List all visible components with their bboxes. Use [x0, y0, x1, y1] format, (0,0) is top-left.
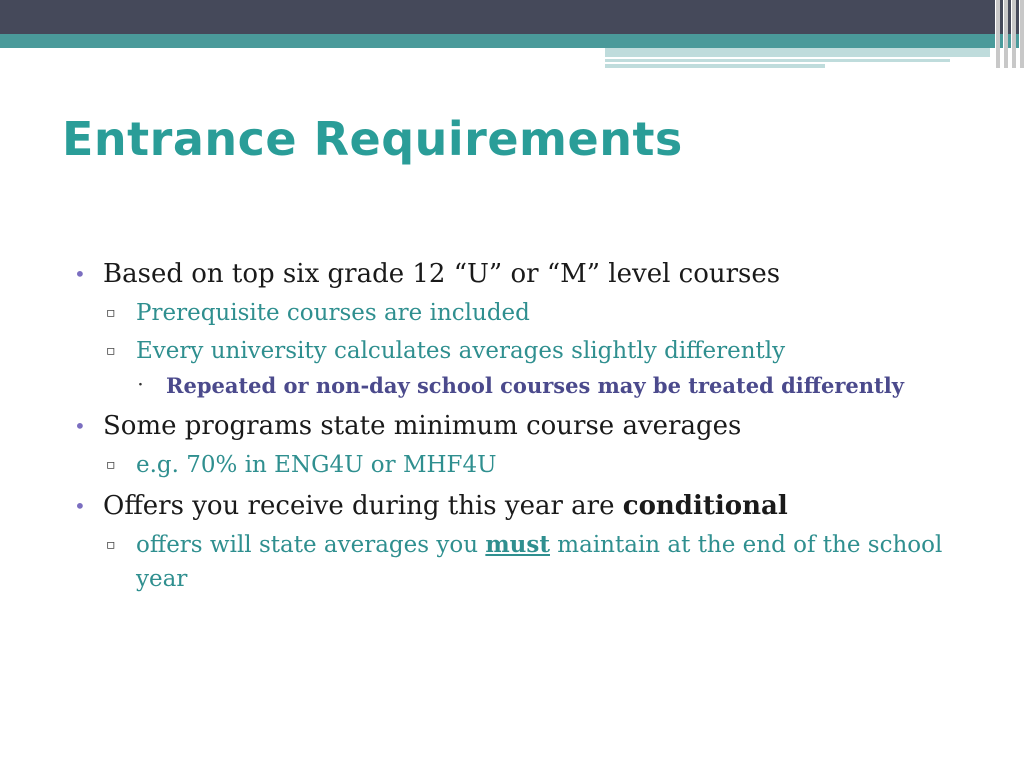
sub-bullet-text-part: offers will state averages you — [136, 532, 486, 558]
square-bullet-icon: ▫ — [106, 305, 116, 321]
sub-bullet-item — [106, 528, 954, 596]
header-stripes — [993, 0, 1024, 68]
bullet-item — [74, 256, 954, 292]
sub-sub-bullet-text: Repeated or non-day school courses may be treated differently — [166, 373, 904, 398]
sub-bullet-item — [106, 296, 954, 330]
sub-bullet-text: Prerequisite courses are included — [136, 300, 530, 326]
bullet-dot-icon: • — [74, 414, 86, 438]
bullet-dot-icon: • — [74, 494, 86, 518]
sub-bullet-text: Every university calculates averages slightly differently — [136, 338, 786, 364]
bullet-item — [74, 488, 954, 524]
bullet-text: Based on top six grade 12 “U” or “M” level courses — [103, 259, 781, 289]
header-accent-line — [605, 64, 825, 68]
square-bullet-icon: ▫ — [106, 343, 116, 359]
sub-bullet-text-part: maintain at the end of the school year — [136, 532, 943, 592]
sub-bullet-emphasis: must — [485, 531, 550, 558]
header-teal-bar — [0, 34, 1024, 48]
square-bullet-icon: ▫ — [106, 457, 116, 473]
bullet-text — [103, 488, 788, 524]
header-accent-line — [605, 48, 990, 57]
dot-bullet-icon: · — [138, 377, 143, 393]
bullet-emphasis: conditional — [622, 491, 788, 521]
header-dark-bar — [0, 0, 1024, 34]
sub-bullet-text — [136, 528, 954, 596]
bullet-list — [74, 250, 954, 596]
bullet-dot-icon: • — [74, 262, 86, 286]
sub-sub-bullet-item — [138, 370, 954, 402]
sub-bullet-item — [106, 334, 954, 368]
bullet-text-part: Offers you receive during this year are — [103, 491, 623, 521]
square-bullet-icon: ▫ — [106, 537, 116, 553]
slide-title: Entrance Requirements — [62, 112, 683, 166]
header-accent-line — [605, 59, 950, 62]
bullet-item — [74, 408, 954, 444]
bullet-text: Some programs state minimum course averages — [103, 411, 742, 441]
sub-bullet-text: e.g. 70% in ENG4U or MHF4U — [136, 452, 497, 478]
sub-bullet-item — [106, 448, 954, 482]
